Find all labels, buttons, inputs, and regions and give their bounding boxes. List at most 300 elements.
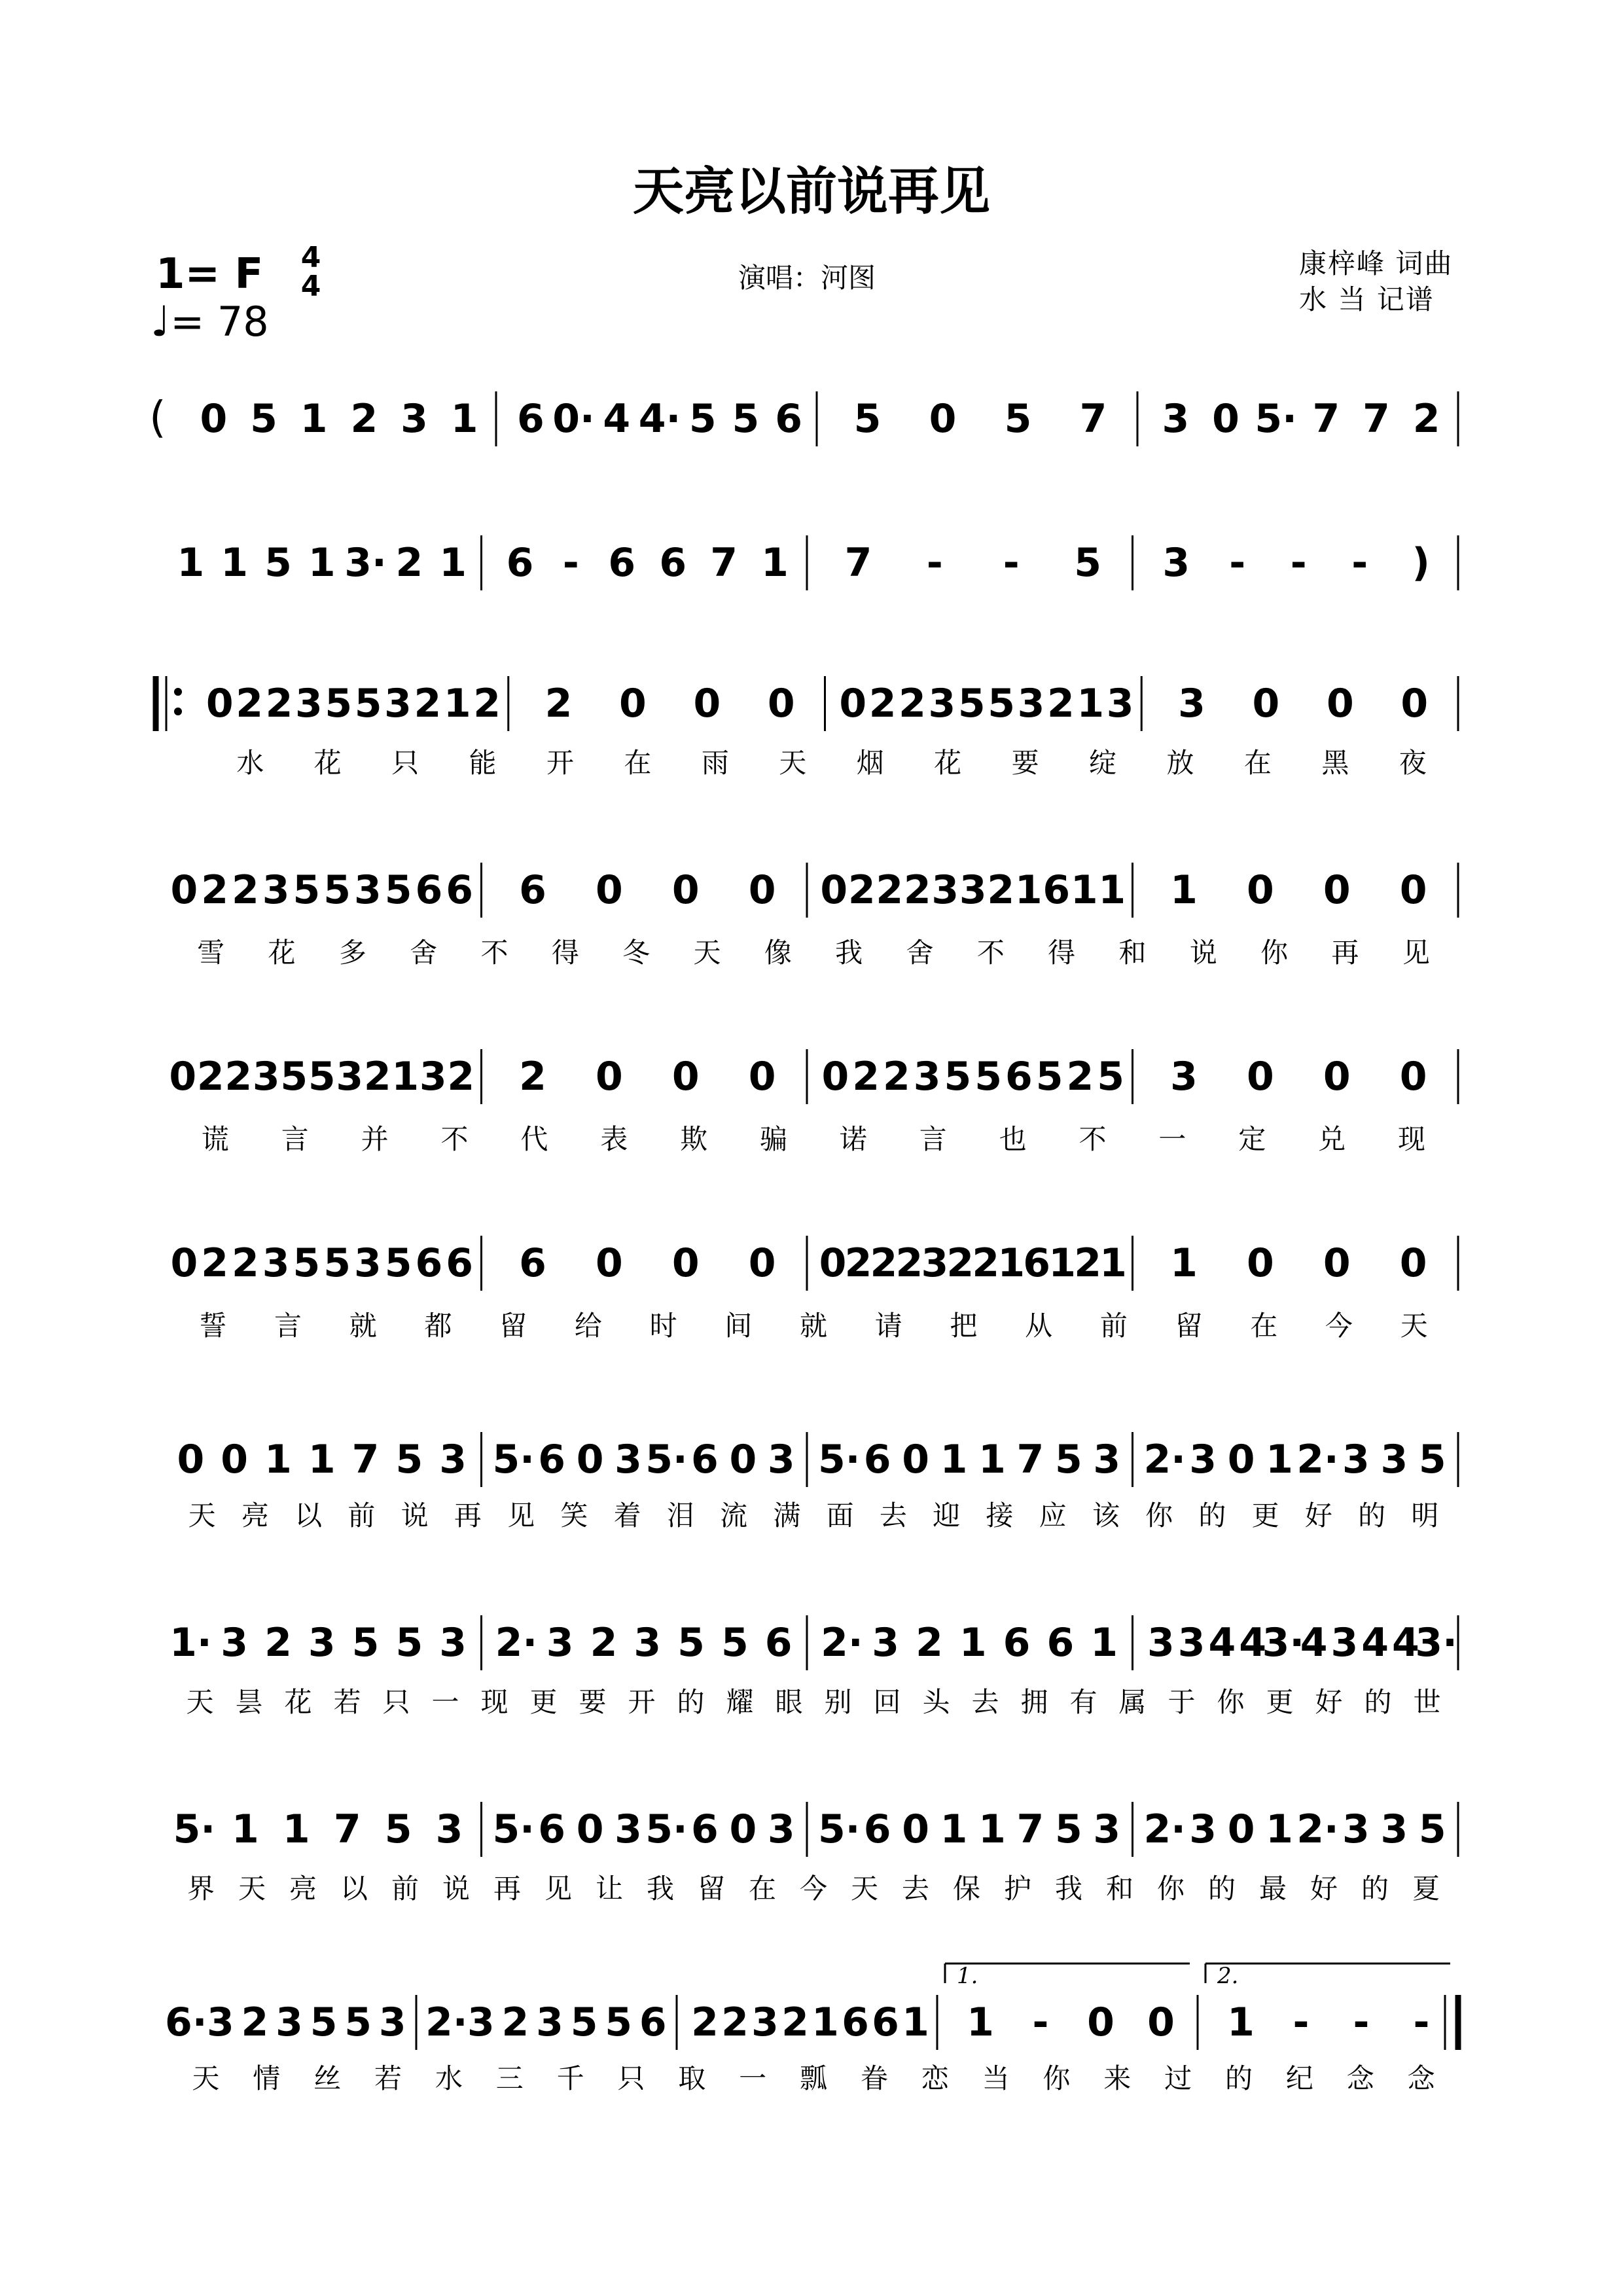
- note: 0: [748, 1240, 776, 1286]
- note: 3: [354, 867, 382, 913]
- note: 3: [1189, 1806, 1217, 1852]
- note: 3: [1177, 1620, 1205, 1666]
- note: 7: [710, 540, 738, 586]
- note: 3: [921, 1240, 949, 1286]
- note: 0: [1227, 1437, 1255, 1482]
- note: 5: [1418, 1437, 1446, 1482]
- lyric-char: 念: [1407, 2062, 1435, 2094]
- lyric-char: 更: [529, 1686, 558, 1718]
- note: 0: [819, 1240, 847, 1286]
- lyric-char: 我: [646, 1873, 675, 1905]
- note: 5·: [645, 1437, 688, 1482]
- note: 7: [351, 1437, 380, 1482]
- note: 0: [671, 1240, 700, 1286]
- note: 5: [384, 1806, 412, 1852]
- lyric-char: 天: [693, 937, 721, 969]
- lyric-char: 再: [493, 1873, 522, 1905]
- lyric-char: 当: [982, 2062, 1010, 2094]
- note: 6: [519, 867, 546, 913]
- note: 6: [415, 867, 443, 913]
- note: 0·: [552, 396, 595, 442]
- lyric-char: 天: [850, 1873, 879, 1905]
- lyric-char: 你: [1217, 1686, 1245, 1718]
- note: 0: [177, 1437, 205, 1482]
- lyric-char: 都: [424, 1310, 452, 1342]
- volta-number: 2.: [1217, 1963, 1239, 1989]
- note: 2: [1046, 681, 1075, 726]
- note: 0: [1246, 1240, 1274, 1286]
- note: 2: [236, 681, 263, 726]
- note: 2·: [1296, 1437, 1339, 1482]
- lyric-char: 好: [1315, 1686, 1343, 1718]
- note: 5: [688, 396, 717, 442]
- lyric-char: 就: [799, 1310, 828, 1342]
- transcriber-credit: 水 当 记谱: [1299, 283, 1435, 315]
- note: -: [1032, 2000, 1049, 2045]
- note: 6: [842, 2000, 869, 2045]
- lyric-char: 说: [442, 1873, 471, 1905]
- lyric-char: 昙: [235, 1686, 263, 1718]
- lyric-char: 就: [349, 1310, 377, 1342]
- note: 6: [863, 1806, 891, 1852]
- lyric-char: 天: [779, 747, 807, 779]
- note: 0: [729, 1806, 757, 1852]
- note: 6: [538, 1806, 566, 1852]
- note: 0: [1323, 1054, 1351, 1100]
- lyric-char: 你: [1043, 2062, 1071, 2094]
- lyric-char: 前: [348, 1499, 376, 1532]
- note: 0: [1323, 1240, 1351, 1286]
- note: 2: [876, 867, 904, 913]
- note: 2: [544, 681, 573, 726]
- lyric-char: 接: [986, 1499, 1014, 1532]
- note: 0: [902, 1806, 929, 1852]
- lyric-char: 多: [338, 937, 366, 969]
- lyric-char: 留: [1175, 1310, 1203, 1342]
- lyric-char: 泪: [666, 1499, 694, 1532]
- note: 5: [957, 681, 986, 726]
- note: 1·: [169, 1620, 212, 1666]
- lyric-char: 现: [480, 1686, 508, 1718]
- lyric-char: 像: [764, 937, 792, 969]
- lyric-char: 留: [499, 1310, 527, 1342]
- note: 1: [450, 396, 478, 442]
- lyric-char: 天: [192, 2062, 220, 2094]
- note: 0: [1326, 681, 1354, 726]
- note: 1: [439, 540, 467, 586]
- lyric-char: 更: [1266, 1686, 1294, 1718]
- lyric-char: 护: [1003, 1873, 1032, 1905]
- note: 6: [446, 867, 473, 913]
- lyric-char: 得: [1048, 937, 1076, 969]
- note: 5: [1074, 540, 1101, 586]
- note: 1: [959, 1620, 987, 1666]
- note: 2: [852, 1054, 880, 1100]
- note: 2·: [1143, 1437, 1186, 1482]
- note: 1: [1048, 1240, 1076, 1286]
- note: 5: [384, 1240, 412, 1286]
- note: 5·: [492, 1437, 535, 1482]
- note: 0: [693, 681, 721, 726]
- note: 1: [1070, 867, 1098, 913]
- note: 1: [1014, 867, 1043, 913]
- lyric-char: 千: [556, 2062, 584, 2094]
- note: 3: [354, 1240, 382, 1286]
- lyric-char: 亮: [241, 1499, 269, 1532]
- lyric-char: 应: [1039, 1499, 1067, 1532]
- note: 3: [615, 1806, 642, 1852]
- lyric-char: 天: [238, 1873, 266, 1905]
- note: 3: [913, 1054, 941, 1100]
- note: 0: [595, 867, 623, 913]
- note: 0: [1212, 396, 1240, 442]
- note: 4: [603, 396, 631, 442]
- note: 5: [384, 867, 412, 913]
- lyric-char: 见: [1402, 937, 1430, 969]
- note: 2: [972, 1240, 1000, 1286]
- note: 3: [931, 867, 959, 913]
- time-signature-bottom: 4: [300, 270, 321, 303]
- lyric-char: 你: [1260, 937, 1289, 969]
- note: 3: [1147, 1620, 1175, 1666]
- lyric-char: 天: [186, 1686, 214, 1718]
- note: 2: [447, 1054, 475, 1100]
- note: 2: [895, 1240, 923, 1286]
- note: 4: [1300, 1620, 1328, 1666]
- note: 1: [940, 1437, 968, 1482]
- lyric-char: 只: [382, 1686, 410, 1718]
- note: 2: [196, 1054, 224, 1100]
- note: 2: [201, 1240, 228, 1286]
- lyric-char: 耀: [726, 1686, 754, 1718]
- note: 1: [443, 681, 471, 726]
- note: 0: [1246, 1054, 1274, 1100]
- note: ): [1412, 540, 1430, 586]
- lyric-char: 放: [1166, 747, 1194, 779]
- lyric-char: 见: [544, 1873, 573, 1905]
- note: 0: [619, 681, 647, 726]
- note: -: [562, 540, 579, 586]
- lyric-char: 开: [546, 747, 574, 779]
- note: 6: [872, 2000, 899, 2045]
- lyric-char: 请: [874, 1310, 902, 1342]
- lyric-char: 要: [579, 1686, 607, 1718]
- note: 3: [1162, 396, 1190, 442]
- note: 6: [691, 1806, 719, 1852]
- lyric-char: 迎: [933, 1499, 961, 1532]
- note: 2: [1074, 1240, 1101, 1286]
- note: 1: [177, 540, 205, 586]
- note: -: [926, 540, 943, 586]
- note: 3: [767, 1806, 795, 1852]
- lyric-char: 你: [1145, 1499, 1173, 1532]
- note: 3: [262, 1240, 290, 1286]
- note: 0: [1246, 867, 1274, 913]
- note: 2: [1412, 396, 1440, 442]
- lyric-char: 兑: [1318, 1123, 1346, 1155]
- note: -: [1229, 540, 1246, 586]
- note: 5: [323, 1240, 351, 1286]
- note: 5: [280, 1054, 308, 1100]
- note: 3: [633, 1620, 662, 1666]
- note: 3: [252, 1054, 280, 1100]
- note: 0: [821, 1054, 849, 1100]
- lyric-char: 花: [313, 747, 342, 779]
- note: 6: [1005, 1054, 1033, 1100]
- lyric-char: 的: [1361, 1873, 1389, 1905]
- note: 1: [308, 540, 336, 586]
- note: 5: [1035, 1054, 1063, 1100]
- lyric-char: 花: [934, 747, 962, 779]
- lyric-char: 好: [1304, 1499, 1332, 1532]
- lyric-char: 前: [1099, 1310, 1128, 1342]
- note: 2: [691, 2000, 719, 2045]
- lyric-char: 夜: [1399, 747, 1427, 779]
- lyric-char: 若: [333, 1686, 361, 1718]
- lyric-char: 世: [1413, 1686, 1441, 1718]
- repeat-dot: [174, 688, 182, 696]
- note: 5: [1097, 1054, 1124, 1100]
- lyric-char: 的: [1198, 1499, 1226, 1532]
- note: 5: [354, 681, 382, 726]
- note: 0: [1399, 1240, 1427, 1286]
- lyric-char: 保: [952, 1873, 981, 1905]
- note: 7: [1016, 1806, 1044, 1852]
- lyric-char: 取: [678, 2062, 706, 2094]
- note: 6: [415, 1240, 443, 1286]
- note: 2: [844, 1240, 872, 1286]
- note: 5: [323, 867, 351, 913]
- note: 1: [232, 1806, 259, 1852]
- note: 2·: [1296, 1806, 1339, 1852]
- note: 2: [781, 2000, 809, 2045]
- note: 1: [978, 1437, 1006, 1482]
- note: 6: [519, 1240, 546, 1286]
- note: 3: [439, 1437, 467, 1482]
- note: 2: [519, 1054, 546, 1100]
- note: 3: [467, 2000, 495, 2045]
- note: 5: [395, 1620, 423, 1666]
- lyric-char: 水: [435, 2062, 463, 2094]
- note: 2: [264, 1620, 292, 1666]
- note: 5·: [492, 1806, 535, 1852]
- note: 3: [336, 1054, 364, 1100]
- note: 0: [748, 1054, 776, 1100]
- note: 6: [516, 396, 544, 442]
- lyric-char: 有: [1069, 1686, 1097, 1718]
- note: 6: [1046, 1620, 1075, 1666]
- lyric-char: 言: [274, 1310, 302, 1342]
- lyric-char: 代: [520, 1123, 548, 1155]
- lyric-char: 若: [374, 2062, 402, 2094]
- lyric-char: 和: [1118, 937, 1147, 969]
- note: 6: [775, 396, 803, 442]
- note: 3: [767, 1437, 795, 1482]
- note: 3: [1162, 540, 1190, 586]
- note: 3: [1093, 1437, 1121, 1482]
- lyric-char: 烟: [856, 747, 884, 779]
- lyric-char: 过: [1164, 2062, 1192, 2094]
- note: 3: [378, 2000, 406, 2045]
- repeat-dot: [174, 708, 182, 715]
- note: 2: [903, 867, 931, 913]
- note: 5: [944, 1054, 972, 1100]
- lyric-char: 眼: [775, 1686, 803, 1718]
- lyric-char: 流: [720, 1499, 748, 1532]
- note: 3: [435, 1806, 463, 1852]
- lyric-char: 誓: [199, 1310, 227, 1342]
- note: 5: [988, 681, 1015, 726]
- note: 5·: [817, 1806, 861, 1852]
- lyric-char: 我: [1054, 1873, 1083, 1905]
- note: 0: [1147, 2000, 1175, 2045]
- lyric-char: 要: [1011, 747, 1039, 779]
- note: 3: [536, 2000, 563, 2045]
- lyric-char: 情: [253, 2062, 281, 2094]
- note: 3: [1342, 1806, 1370, 1852]
- lyric-char: 并: [361, 1123, 389, 1155]
- note: 1: [940, 1806, 968, 1852]
- note: 2: [501, 2000, 529, 2045]
- note: 1: [1077, 681, 1105, 726]
- note: 3: [1189, 1437, 1217, 1482]
- lyric-char: 欺: [680, 1123, 708, 1155]
- note: 2: [232, 867, 259, 913]
- note: 1: [812, 2000, 839, 2045]
- lyric-char: 谎: [201, 1123, 229, 1155]
- note: 0: [1400, 681, 1429, 726]
- note: 3: [751, 2000, 779, 2045]
- lyric-char: 你: [1156, 1873, 1185, 1905]
- note: 5·: [817, 1437, 861, 1482]
- note: 1: [1170, 1240, 1198, 1286]
- lyric-char: 的: [1364, 1686, 1392, 1718]
- lyric-char: 舍: [906, 937, 934, 969]
- lyric-char: 不: [1079, 1123, 1107, 1155]
- lyric-char: 着: [613, 1499, 641, 1532]
- note: 5: [325, 681, 353, 726]
- note: 0: [671, 867, 700, 913]
- note: 0: [902, 1437, 929, 1482]
- note: 5: [308, 1054, 336, 1100]
- lyric-char: 恋: [921, 2062, 949, 2094]
- note: 3: [1106, 681, 1134, 726]
- note: 0: [1252, 681, 1280, 726]
- note: 0: [576, 1437, 604, 1482]
- note: 3: [1017, 681, 1045, 726]
- note: 3: [401, 396, 428, 442]
- note: 0: [1087, 2000, 1115, 2045]
- lyric-char: 定: [1238, 1123, 1266, 1155]
- note: 2: [721, 2000, 749, 2045]
- lyric-char: 诺: [839, 1123, 867, 1155]
- note: 1: [308, 1437, 336, 1482]
- lyric-char: 界: [187, 1873, 215, 1905]
- note: 5: [344, 2000, 372, 2045]
- note: 1: [1266, 1437, 1293, 1482]
- lyric-char: 亮: [289, 1873, 317, 1905]
- note: 2: [1066, 1054, 1094, 1100]
- note: 3·: [1415, 1620, 1457, 1666]
- lyric-char: 今: [1325, 1310, 1353, 1342]
- note: 5·: [1255, 396, 1297, 442]
- note: 3: [1170, 1054, 1198, 1100]
- note: -: [1003, 540, 1020, 586]
- note: 5: [293, 1240, 321, 1286]
- note: 0: [200, 396, 228, 442]
- note: 3·: [344, 540, 387, 586]
- note: -: [1290, 540, 1307, 586]
- note: 3: [1093, 1806, 1121, 1852]
- lyric-char: 给: [574, 1310, 602, 1342]
- note: 5: [721, 1620, 749, 1666]
- note: 0: [170, 867, 198, 913]
- note: 0: [221, 1437, 249, 1482]
- note: 5·: [173, 1806, 216, 1852]
- note: 3: [262, 867, 290, 913]
- note: 3·: [1262, 1620, 1305, 1666]
- lyric-char: 再: [1331, 937, 1359, 969]
- note: 3: [439, 1620, 467, 1666]
- note: 1: [902, 2000, 929, 2045]
- lyric-char: 舍: [410, 937, 438, 969]
- lyric-char: 时: [649, 1310, 677, 1342]
- lyric-char: 以: [294, 1499, 323, 1532]
- lyric-char: 说: [1189, 937, 1217, 969]
- note: 7: [1079, 396, 1107, 442]
- note: 1: [1227, 2000, 1255, 2045]
- note: 3: [928, 681, 956, 726]
- quarter-note-icon: ♩: [151, 298, 171, 346]
- lyric-char: 雨: [701, 747, 729, 779]
- note: 1: [1090, 1620, 1118, 1666]
- note: 2: [395, 540, 423, 586]
- note: 0: [576, 1806, 604, 1852]
- note: 0: [748, 867, 776, 913]
- note: 7: [333, 1806, 361, 1852]
- lyric-char: 留: [697, 1873, 726, 1905]
- note: 2: [224, 1054, 253, 1100]
- note: 1: [264, 1437, 292, 1482]
- lyric-char: 别: [824, 1686, 852, 1718]
- lyric-char: 一: [1158, 1123, 1186, 1155]
- note: 5: [605, 2000, 633, 2045]
- note: 7: [1363, 396, 1390, 442]
- note: 2: [473, 681, 501, 726]
- lyric-char: 笑: [560, 1499, 588, 1532]
- lyric-char: 今: [799, 1873, 828, 1905]
- lyric-char: 于: [1168, 1686, 1196, 1718]
- note: 0: [839, 681, 867, 726]
- note: 1: [978, 1806, 1006, 1852]
- lyric-char: 也: [999, 1123, 1027, 1155]
- lyric-char: 不: [480, 937, 508, 969]
- note: 5: [1054, 1806, 1082, 1852]
- note: 5: [1004, 396, 1032, 442]
- key-signature: 1= F: [156, 250, 264, 298]
- open-parenthesis: (: [149, 392, 166, 442]
- note: 1: [391, 1054, 419, 1100]
- note: 7: [1016, 1437, 1044, 1482]
- lyric-char: 雪: [197, 937, 225, 969]
- note: 2: [350, 396, 378, 442]
- note: 7: [844, 540, 872, 586]
- note: 6: [764, 1620, 793, 1666]
- lyric-char: 言: [919, 1123, 947, 1155]
- note: 1: [761, 540, 789, 586]
- lyric-char: 丝: [313, 2062, 342, 2094]
- note: 5: [677, 1620, 705, 1666]
